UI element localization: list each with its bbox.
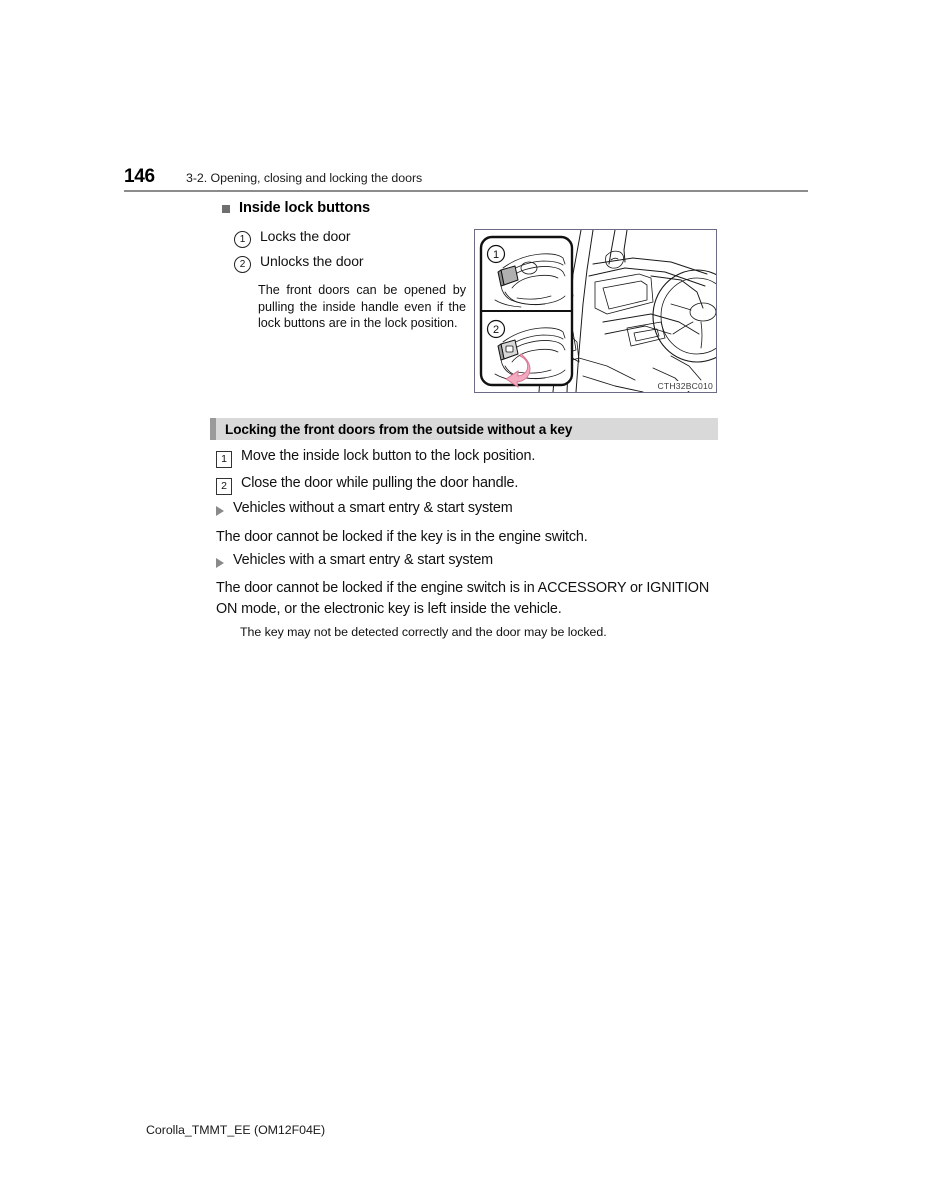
content-block-without-smart-entry bbox=[216, 500, 721, 516]
page-number: 146 bbox=[124, 166, 155, 187]
list-item bbox=[234, 253, 466, 273]
list-item bbox=[216, 475, 726, 495]
section-heading-bar bbox=[210, 418, 718, 440]
paragraph-text: The door cannot be locked if the key is in the engine switch. bbox=[216, 529, 588, 545]
svg-text:1: 1 bbox=[492, 249, 500, 261]
paragraph-with-smart-entry bbox=[216, 578, 721, 620]
callout-number-2: 2 bbox=[234, 256, 251, 273]
subnote-block bbox=[216, 624, 721, 641]
bullet-heading-label: Vehicles without a smart entry & start system bbox=[233, 500, 513, 516]
step-list bbox=[216, 448, 726, 502]
subsection-title bbox=[222, 200, 370, 216]
triangle-bullet-icon bbox=[216, 506, 224, 516]
section-heading-label: Locking the front doors from the outside without a key bbox=[225, 421, 573, 437]
subnote-text: The key may not be detected correctly and the door may be locked. bbox=[240, 625, 607, 639]
callout-legend bbox=[234, 228, 466, 332]
triangle-bullet-icon bbox=[216, 558, 224, 568]
bullet-heading-row bbox=[216, 552, 721, 568]
callout-label-1: Locks the door bbox=[260, 228, 351, 244]
door-lock-illustration bbox=[475, 230, 716, 392]
footer-document-code: Corolla_TMMT_EE (OM12F04E) bbox=[146, 1123, 326, 1137]
bullet-heading-row bbox=[216, 500, 721, 516]
figure-badge-2 bbox=[488, 321, 505, 338]
bullet-heading-label: Vehicles with a smart entry & start system bbox=[233, 552, 494, 568]
step-number-2: 2 bbox=[216, 478, 232, 495]
figure-badge-1 bbox=[488, 246, 505, 263]
callout-number-1: 1 bbox=[234, 231, 251, 248]
figure-inside-lock-buttons bbox=[474, 229, 717, 393]
breadcrumb: 3-2. Opening, closing and locking the doors bbox=[186, 171, 423, 185]
step-text-2: Close the door while pulling the door handle. bbox=[241, 475, 519, 491]
header-divider bbox=[124, 190, 808, 192]
paragraph-text: The door cannot be locked if the engine switch is in ACCESSORY or IGNITION ON mode, or the electronic key is left inside the vehicle. bbox=[216, 580, 710, 617]
svg-text:2: 2 bbox=[492, 324, 500, 336]
figure-caption: CTH32BC010 bbox=[657, 381, 713, 391]
step-text-1: Move the inside lock button to the lock position. bbox=[241, 448, 536, 464]
section-accent-mark bbox=[210, 418, 216, 440]
paragraph-without-smart-entry bbox=[216, 527, 721, 548]
subsection-title-label: Inside lock buttons bbox=[239, 200, 371, 216]
step-number-1: 1 bbox=[216, 451, 232, 468]
page-header bbox=[124, 166, 808, 188]
callout-note: The front doors can be opened by pulling the inside handle even if the lock buttons are in the lock position. bbox=[258, 283, 466, 331]
callout-label-2: Unlocks the door bbox=[260, 253, 364, 269]
square-bullet-icon bbox=[222, 205, 230, 213]
list-item bbox=[216, 448, 726, 468]
list-item bbox=[234, 228, 466, 248]
content-block-with-smart-entry bbox=[216, 552, 721, 568]
